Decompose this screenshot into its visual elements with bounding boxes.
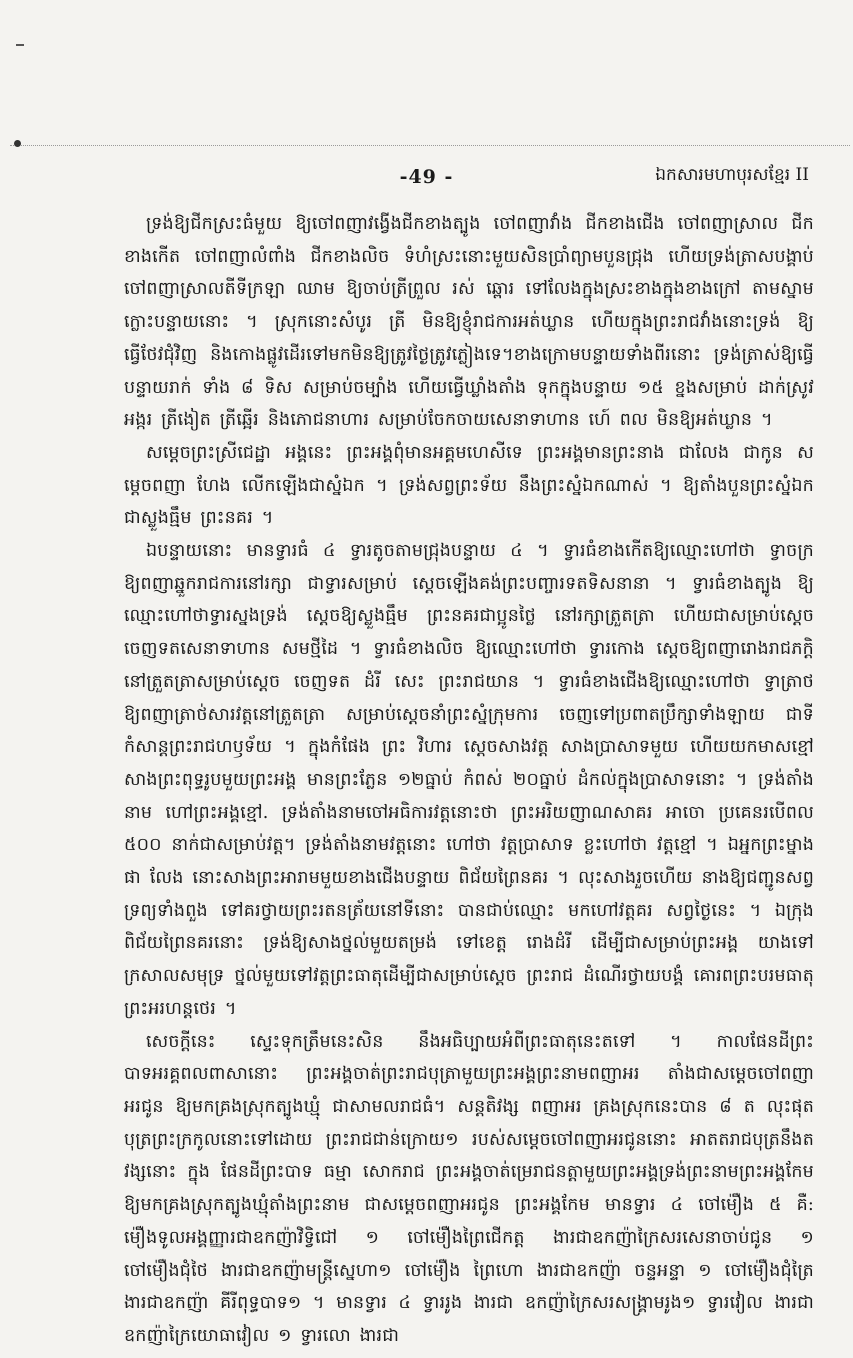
scan-dot-mark [14,140,21,147]
paragraph-2: សម្តេចព្រះស្រីជេដ្ឋា អង្គនេះ ព្រះអង្គពុំមានអគ្គមហេសីទេ ព្រះអង្គមានព្រះនាង ជាលែង ជាកូន សម្តេចពញា ហែង លើកឡើងជាស្នំឯក ។ ទ្រង់សព្វព្រះទ័យ នឹងព្រះស្នំឯកណាស់ ។ ឱ្យតាំងបួនព្រះស្នំឯក ជាស្លួងធ្មឹម ព្រះនគរ ។ [124,442,814,529]
paragraph-1: ទ្រង់ឱ្យជីកស្រះធំមួយ ឱ្យចៅពញាវង្វើងជីកខាងត្បូង ចៅពញាវាំង ជីកខាងជើង ចៅពញាស្រាល ជីកខាងកើត ចៅពញាលំពាំង ជីកខាងលិច ទំហំស្រះនោះមួយសិនប្រាំព្យាមបួនជ្រុង ហើយទ្រង់ត្រាសបង្គាប់ ចៅពញាស្រាលតីទីក្រឡា ឈាម ឱ្យចាប់ត្រីព្រួល រស់ ឆ្ពោរ ទៅលែងក្នុងស្រះខាងក្នុងខាងក្រៅ តាមស្នាមក្លោះបន្ទាយនោះ ។ ស្រុកនោះសំបូរ ត្រី មិនឱ្យខ្ញុំរាជការអត់ឃ្លាន ហើយក្នុងព្រះរាជវាំងនោះទ្រង់ ឱ្យធ្វើថែវជុំវិញ និងកោងផ្លូវដើរទៅមកមិនឱ្យត្រូវថ្ងៃត្រូវភ្លៀងទេ។ខាងក្រោមបន្ទាយទាំងពីរនោះ ទ្រង់ត្រាស់ឱ្យធ្វើបន្ទាយរាក់ ទាំង ៨ ទិស សម្រាប់ចម្បាំង ហើយធ្វើឃ្លាំងតាំង ទុកក្នុងបន្ទាយ ១៥ ខ្នងសម្រាប់ ដាក់ស្រូវអង្ករ ត្រីងៀត ត្រីឆ្អើរ និងភោជនាហារ សម្រាប់ចែកចាយសេនាទាហាន ហេ៍ ពល មិនឱ្យអត់ឃ្លាន ។ [124,214,814,431]
running-title: ឯកសារមហាបុរសខ្មែរ II [655,165,809,185]
document-body [124,208,814,1353]
scan-edge-mark [16,44,24,46]
page-number: -49 - [399,166,454,188]
paragraph-4: សេចក្តីនេះ ស្ទេះទុកត្រឹមនេះសិន នឹងអធិប្បាយអំពីព្រះធាតុនេះតទៅ ។ កាលផែនដីព្រះបាទអរគ្គពលពាសានោះ ព្រះអង្គចាត់ព្រះរាជបុត្រាមួយព្រះអង្គព្រះនាមពញាអរ តាំងជាសម្តេចចៅពញា អរជូន ឱ្យមកគ្រងស្រុកត្បូងឃ្មុំ ជាសាមលរាជធំ។ សន្តតិវង្ស ពញាអរ គ្រងស្រុកនេះបាន ៨ ត លុះផុតបុត្រព្រះក្រកូលនោះទៅដោយ ព្រះរាជជាន់ក្រោយ១ របស់សម្តេចចៅពញាអរជូននោះ អាតតរាជបុត្រនឹងតវង្សនោះ ក្នុង ផែនដីព្រះបាទ ធម្មា សោករាជ ព្រះអង្គចាត់ម្រេរាជនត្តាមួយព្រះអង្គទ្រង់ព្រះនាមព្រះអង្គកែម ឱ្យមកគ្រងស្រុកត្បូងឃ្មុំតាំងព្រះនាម ជាសម្តេចពញាអរជូន ព្រះអង្គកែម មានទ្វារ ៤ ចៅម៉ឿង ៥ គឺ: ម៉ឿងទូលអង្គញ្ញារជាឧកញ៉ាវិទ្វិជៅ ១ ចៅម៉ឿងព្រៃជើកត្ត ងារជាឧកញ៉ាក្រៃសរសេនាចាប់ជូន ១ ចៅម៉ឿងជុំថៃ ងារជាឧកញ៉ាមន្ត្រីស្នេហា១ ចៅម៉ឿង ព្រៃហោ ងារជាឧកញ៉ា ចន្ទអន្ទា ១ ចៅម៉ឿងជុំត្រៃ ងារជាឧកញ៉ា គីរីពុទ្ធបាទ១ ។ មានទ្វារ ៤ ទ្វាររូង ងារជា ឧកញ៉ាក្រៃសរសង្គ្រាមរូង១ ទ្វារវៀល ងារជាឧកញ៉ាក្រៃយោធាវៀល ១ ទ្វារលោ ងារជា [124,1031,814,1346]
scan-divider-line [10,145,850,147]
paragraph-3: ឯបន្ទាយនោះ មានទ្វារធំ ៤ ទ្វារតូចតាមជ្រុងបន្ទាយ ៤ ។ ទ្វារធំខាងកើតឱ្យឈ្មោះហៅថា ទ្វាចក្រ ឱ្យពញាឆ្នួករាជការនៅរក្សា ជាទ្វារសម្រាប់ ស្តេចឡើងគង់ព្រះបញ្ចារទតទិសនានា ។ ទ្វារធំខាងត្បូង ឱ្យឈ្មោះហៅថាទ្វារស្នងទ្រង់ ស្តេចឱ្យស្លួងធ្មឹម ព្រះនគរជាប្អូនថ្លៃ នៅរក្សាត្រួតត្រា ហើយជាសម្រាប់ស្តេច ចេញទតសេនាទាហាន សមថ្មីដៃ ។ ទ្វារធំខាងលិច ឱ្យឈ្មោះហៅថា ទ្វារកោង ស្តេចឱ្យពញារោងរាជភក្តិ នៅត្រួតត្រាសម្រាប់ស្តេច ចេញទត ដំរី សេះ ព្រះរាជយាន ។ ទ្វារធំខាងជើងឱ្យឈ្មោះហៅថា ទ្វាត្រាថ ឱ្យពញាត្រាថ់សារវត្តនៅត្រួតត្រា សម្រាប់ស្តេចនាំព្រះស្នំក្រុមការ ចេញទៅប្រពាតប្រឹក្សាទាំងឡាយ ជាទីកំសាន្តព្រះរាជហឫទ័យ ។ ក្នុងកំផែង ព្រះ វិហារ ស្តេចសាងវត្ត សាងប្រាសាទមួយ ហើយយកមាសខ្មៅ សាងព្រះពុទ្ធរូបមួយព្រះអង្គ មានព្រះភ្លែន ១២ធ្នាប់ កំពស់ ២០ធ្នាប់ ដំកល់ក្នុងប្រាសាទនោះ ។ ទ្រង់តាំងនាម ហៅព្រះអង្គខ្មៅ. ទ្រង់តាំងនាមចៅអធិការវត្តនោះថា ព្រះអរិយញាណសាគរ អាចោ ប្រគេនរបើពល ៥០០ នាក់ជាសម្រាប់វត្ត។ ទ្រង់តាំងនាមវត្តនោះ ហៅថា វត្តប្រាសាទ ខ្លះហៅថា វត្តខ្មៅ ។ ឯអ្នកព្រះម្នាង ផា លែង នោះសាងព្រះអារាមមួយខាងជើងបន្ទាយ ពិជ័យព្រៃនគរ ។ លុះសាងរួចហើយ នាងឱ្យជញ្ជូនសព្វទ្រព្យទាំងពួង ទៅគរថ្វាយព្រះរតនត្រ័យនៅទីនោះ បានជាប់ឈ្មោះ មកហៅវត្តគរ សព្វថ្ងៃនេះ ។ ឯក្រុងពិជ័យព្រៃនគរនោះ ទ្រង់ឱ្យសាងថ្នល់មួយតម្រង់ ទៅខេត្ត រោងដំរី ដើម្បីជាសម្រាប់ព្រះអង្គ យាងទៅក្រសាលសមុទ្រ ថ្នល់មួយទៅវត្តព្រះធាតុដើម្បីជាសម្រាប់ស្តេច ព្រះរាជ ដំណើរថ្វាយបង្គំ គោរពព្រះបរមធាតុ ព្រះអរហន្តថេរ ។ [124,541,814,1019]
